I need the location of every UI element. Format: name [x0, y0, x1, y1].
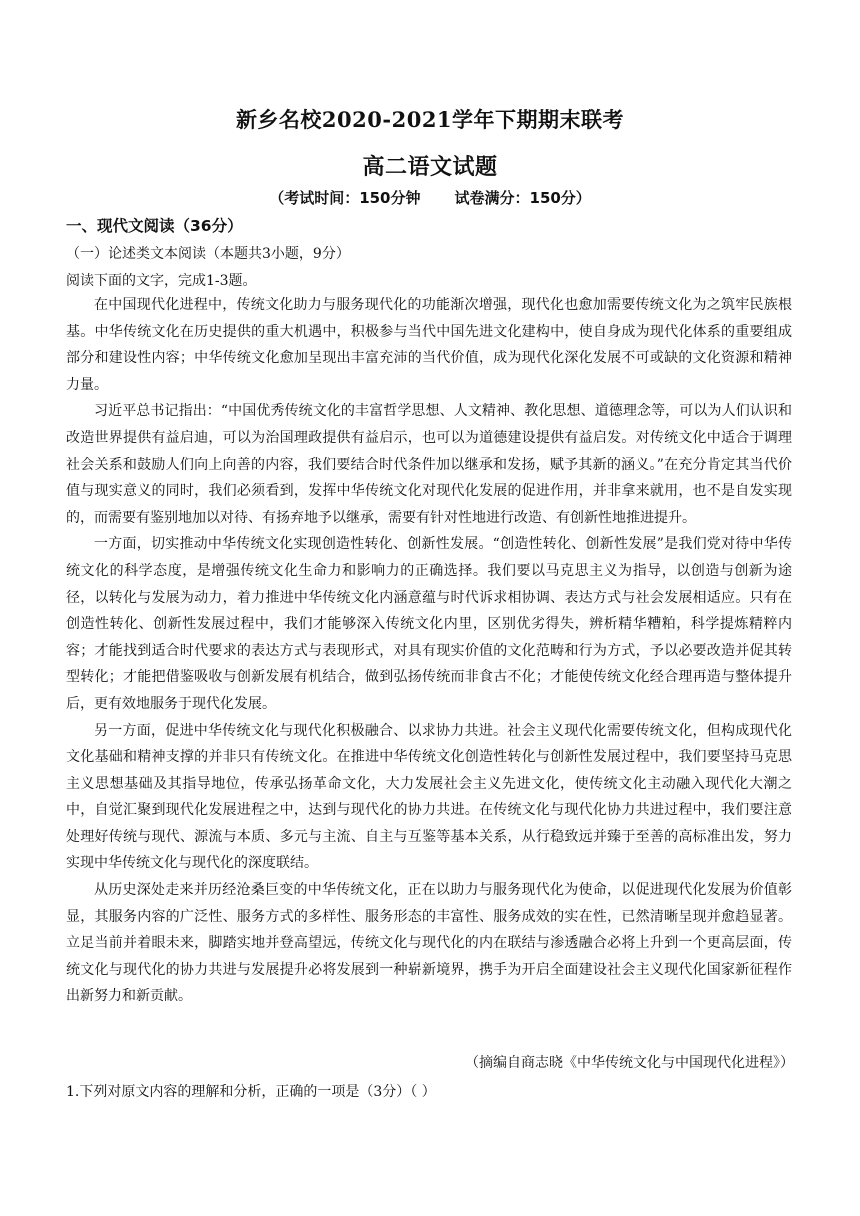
section-subheading: （一）论述类文本阅读（本题共3小题，9分） [66, 246, 350, 262]
exam-time: （考试时间：150分钟 [269, 189, 421, 207]
passage-paragraph: 另一方面，促进中华传统文化与现代化积极融合、以求协力共进。社会主义现代化需要传统文化，但构成现代化文化基础和精神支撑的并非只有传统文化。在推进中华传统文化创造性转化与创新性发展过程中，我们要坚持马克思主义思想基础及其指导地位，传承弘扬革命文化，大力发展社会主义先进文化，使传统文化主动融入现代化大潮之中，自觉汇聚到现代化发展进程之中，达到与现代化的协力共进。在传统文化与现代化协力共进过程中，我们要注意处理好传统与现代、源流与本质、多元与主流、自主与互鉴等基本关系，从行稳致远并臻于至善的高标准出发，努力实现中华传统文化与现代化的深度联结。 [66, 722, 792, 872]
full-score: 试卷满分：150分） [454, 189, 591, 207]
passage-paragraph: 在中国现代化进程中，传统文化助力与服务现代化的功能渐次增强，现代化也愈加需要传统文化为之筑牢民族根基。中华传统文化在历史提供的重大机遇中，积极参与当代中国先进文化建构中，使自身成为现代化体系的重要组成部分和建设性内容；中华传统文化愈加呈现出丰富充沛的当代价值，成为现代化深化发展不可或缺的文化资源和精神力量。 [66, 297, 792, 393]
exam-title: 新乡名校2020-2021学年下期期末联考 [235, 107, 625, 132]
exam-meta [0, 187, 860, 208]
exam-subtitle: 高二语文试题 [362, 154, 498, 180]
section-heading: 一、现代文阅读（36分） [66, 217, 243, 235]
question-1: 1.下列对原文内容的理解和分析，正确的一项是（3分）（ ） [66, 1084, 436, 1100]
passage-body [66, 292, 792, 1010]
passage-paragraph: 从历史深处走来并历经沧桑巨变的中华传统文化，正在以助力与服务现代化为使命，以促进现代化发展为价值彰显，其服务内容的广泛性、服务方式的多样性、服务形态的丰富性、服务成效的实在性，已然清晰呈现并愈趋显著。立足当前并着眼未来，脚踏实地并登高望远，传统文化与现代化的内在联结与渗透融合必将上升到一个更高层面，传统文化与现代化的协力共进与发展提升必将发展到一种崭新境界，携手为开启全面建设社会主义现代化国家新征程作出新努力和新贡献。 [66, 882, 792, 1005]
passage-source: （摘编自商志晓《中华传统文化与中国现代化进程》） [465, 1055, 794, 1071]
reading-instruction: 阅读下面的文字，完成1-3题。 [66, 273, 257, 289]
passage-paragraph: 习近平总书记指出：“中国优秀传统文化的丰富哲学思想、人文精神、教化思想、道德理念等，可以为人们认识和改造世界提供有益启迪，可以为治国理政提供有益启示，也可以为道德建设提供有益启发。对传统文化中适合于调理社会关系和鼓励人们向上向善的内容，我们要结合时代条件加以继承和发扬，赋予其新的涵义。”在充分肯定其当代价值与现实意义的同时，我们必须看到，发挥中华传统文化对现代化发展的促进作用，并非拿来就用，也不是自发实现的，而需要有鉴别地加以对待、有扬弃地予以继承，需要有针对性地进行改造、有创新性地推进提升。 [66, 403, 792, 526]
passage-paragraph: 一方面，切实推动中华传统文化实现创造性转化、创新性发展。“创造性转化、创新性发展”是我们党对待中华传统文化的科学态度，是增强传统文化生命力和影响力的正确选择。我们要以马克思主义为指导，以创造与创新为途径，以转化与发展为动力，着力推进中华传统文化内涵意蕴与时代诉求相协调、表达方式与社会发展相适应。只有在创造性转化、创新性发展过程中，我们才能够深入传统文化内里，区别优劣得失，辨析精华糟粕，科学提炼精粹内容；才能找到适合时代要求的表达方式与表现形式，对具有现实价值的文化范畴和行为方式，予以必要改造并促其转型转化；才能把借鉴吸收与创新发展有机结合，做到弘扬传统而非食古不化；才能使传统文化经合理再造与整体提升后，更有效地服务于现代化发展。 [66, 536, 792, 712]
